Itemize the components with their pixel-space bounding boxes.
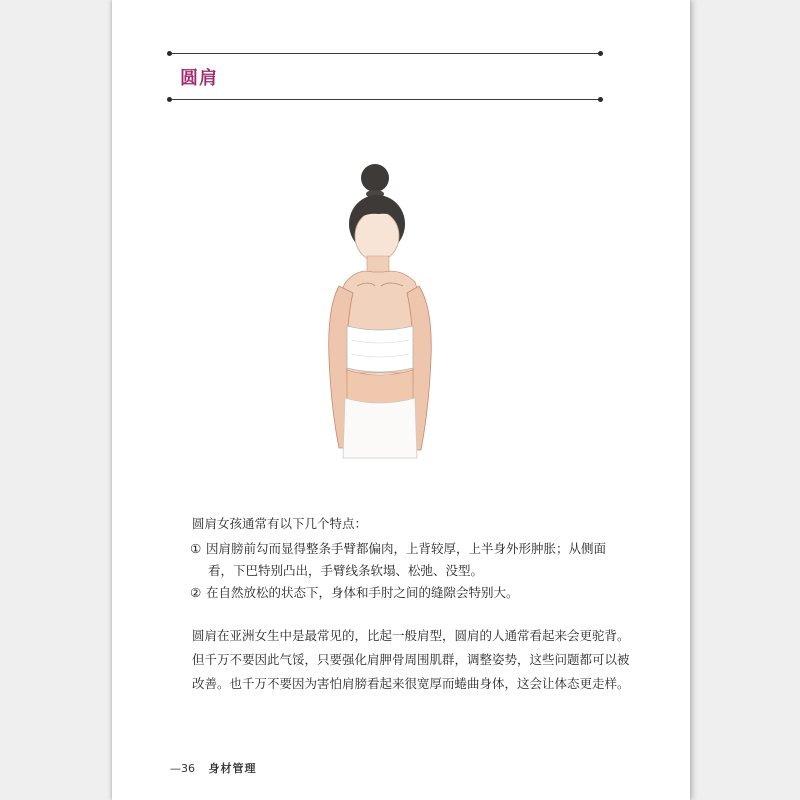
point-1-text: 因肩膀前勾而显得整条手臂都偏肉，上背较厚，上半身外形肿胀；从侧面: [206, 541, 607, 556]
point-1-number: ①: [190, 541, 202, 556]
point-1: [190, 538, 635, 560]
point-2-number: ②: [190, 585, 202, 600]
header-rule-bottom: [170, 99, 600, 100]
header-rule-top: [170, 53, 600, 54]
body-paragraph: 圆肩在亚洲女生中是最常见的，比起一般肩型，圆肩的人通常看起来会更驼背。但千万不要因此气馁，只要强化肩胛骨周围肌群，调整姿势，这些问题都可以被改善。也千万不要因为害怕肩膀看起来很宽厚而蜷曲身体，这会让体态更走样。: [192, 628, 630, 691]
book-title: 身材管理: [208, 762, 257, 775]
book-page: [112, 0, 690, 800]
point-2: [190, 582, 635, 604]
point-2-text: 在自然放松的状态下，身体和手肘之间的缝隙会特别大。: [206, 585, 519, 600]
page-footer: [170, 760, 257, 776]
round-shoulder-illustration: [317, 158, 442, 463]
point-1-continuation: 看，下巴特别凸出，手臂线条软塌、松弛、没型。: [208, 563, 484, 578]
section-title: 圆肩: [180, 68, 218, 89]
intro-text: 圆肩女孩通常有以下几个特点：: [192, 516, 368, 531]
page-number: —36: [170, 762, 195, 775]
